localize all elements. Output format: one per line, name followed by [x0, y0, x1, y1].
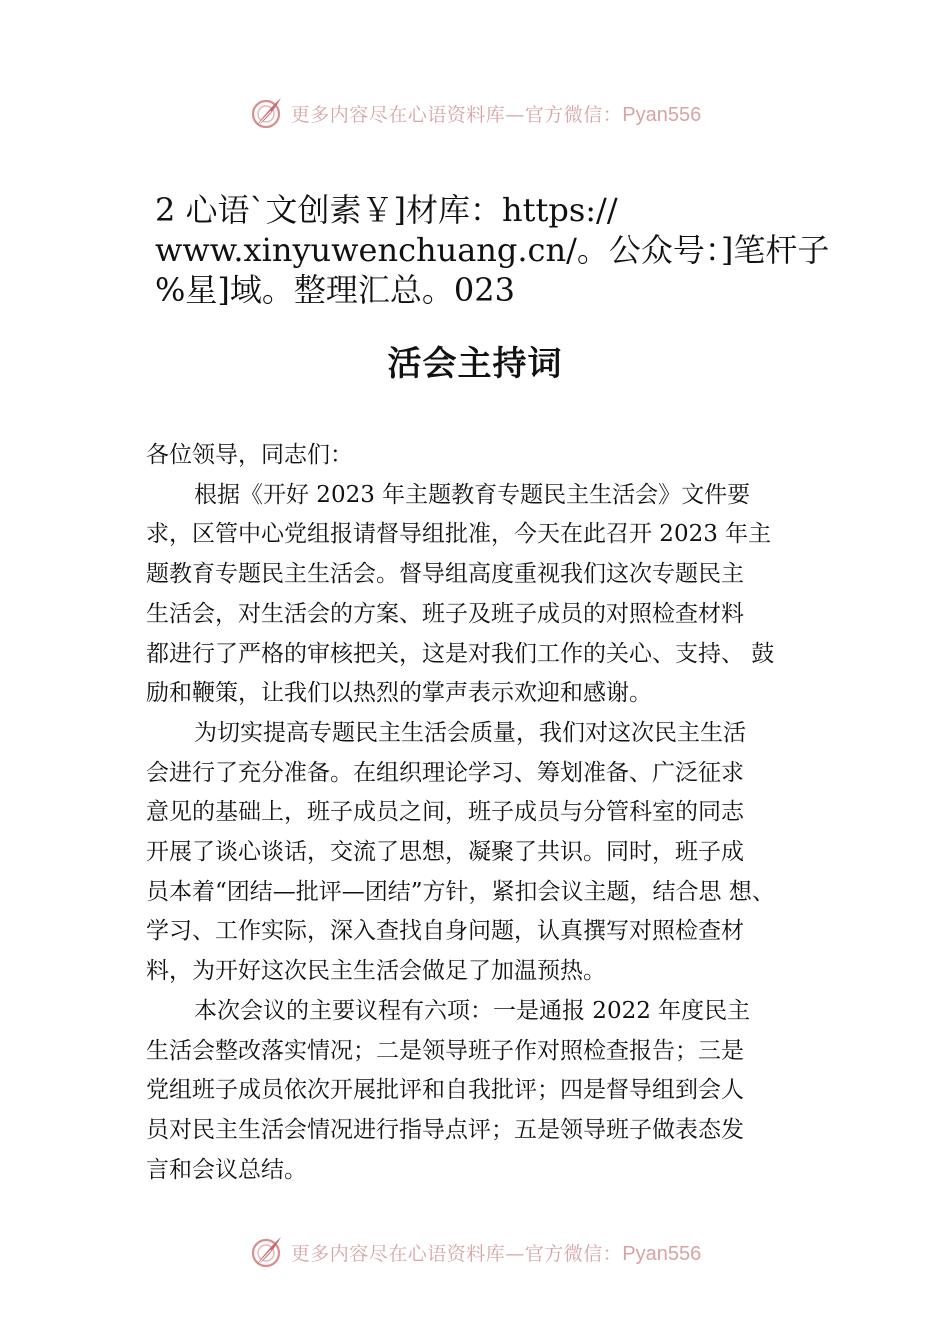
header-source-text: [155, 190, 835, 310]
body-line: 根据《开好 2023 年主题教育专题民主生活会》文件要: [194, 481, 751, 508]
watermark-id: Pyan556: [622, 103, 702, 126]
body-line: 开展了谈心谈话，交流了思想，凝聚了共识。同时，班子成: [146, 839, 744, 866]
body-line: 言和会议总结。: [146, 1156, 307, 1183]
quill-circle-icon: [249, 95, 285, 131]
body-line: 员本着“团结—批评—团结”方针，紧扣会议主题，结合思 想、: [146, 878, 775, 905]
body-line: 意见的基础上，班子成员之间，班子成员与分管科室的同志: [146, 799, 744, 826]
body-line: 本次会议的主要议程有六项：一是通报 2022 年度民主: [194, 997, 751, 1024]
watermark-text: [291, 1239, 701, 1266]
footer-watermark: [0, 1234, 950, 1270]
body-line: 生活会，对生活会的方案、班子及班子成员的对照检查材料: [146, 600, 744, 627]
body-line: 题教育专题民主生活会。督导组高度重视我们这次专题民主: [146, 561, 744, 588]
header-line: %星]域。整理汇总。023: [155, 271, 515, 309]
watermark-label: 更多内容尽在心语资料库—官方微信：: [290, 103, 623, 126]
body-line: 都进行了严格的审核把关，这是对我们工作的关心、支持、 鼓: [146, 640, 775, 667]
body-line: 会进行了充分准备。在组织理论学习、筹划准备、广泛征求: [146, 759, 744, 786]
header-line: www.xinyuwenchuang.cn/。公众号：]笔杆子: [155, 231, 830, 269]
watermark-id: Pyan556: [622, 1242, 702, 1265]
watermark-label: 更多内容尽在心语资料库—官方微信：: [290, 1242, 623, 1265]
body-line: 料，为开好这次民主生活会做足了加温预热。: [146, 958, 606, 985]
body-line: 励和鞭策，让我们以热烈的掌声表示欢迎和感谢。: [146, 680, 652, 707]
body-line: 求，区管中心党组报请督导组批准，今天在此召开 2023 年主: [146, 521, 772, 548]
body-line: 为切实提高专题民主生活会质量，我们对这次民主生活: [194, 719, 746, 746]
body-line: 学习、工作实际，深入查找自身问题，认真撰写对照检查材: [146, 918, 744, 945]
document-body: [146, 436, 826, 1190]
quill-circle-icon: [249, 1234, 285, 1270]
body-line: 生活会整改落实情况；二是领导班子作对照检查报告；三是: [146, 1037, 744, 1064]
body-line: 员对民主生活会情况进行指导点评；五是领导班子做表态发: [146, 1116, 744, 1143]
body-line: 各位领导，同志们：: [146, 442, 353, 468]
document-title: 活会主持词: [387, 344, 563, 384]
header-line: 2 心语`文创素￥]材库：https://: [155, 191, 618, 229]
watermark-text: [291, 100, 701, 127]
header-watermark: [0, 95, 950, 131]
body-line: 党组班子成员依次开展批评和自我批评；四是督导组到会人: [146, 1077, 744, 1104]
